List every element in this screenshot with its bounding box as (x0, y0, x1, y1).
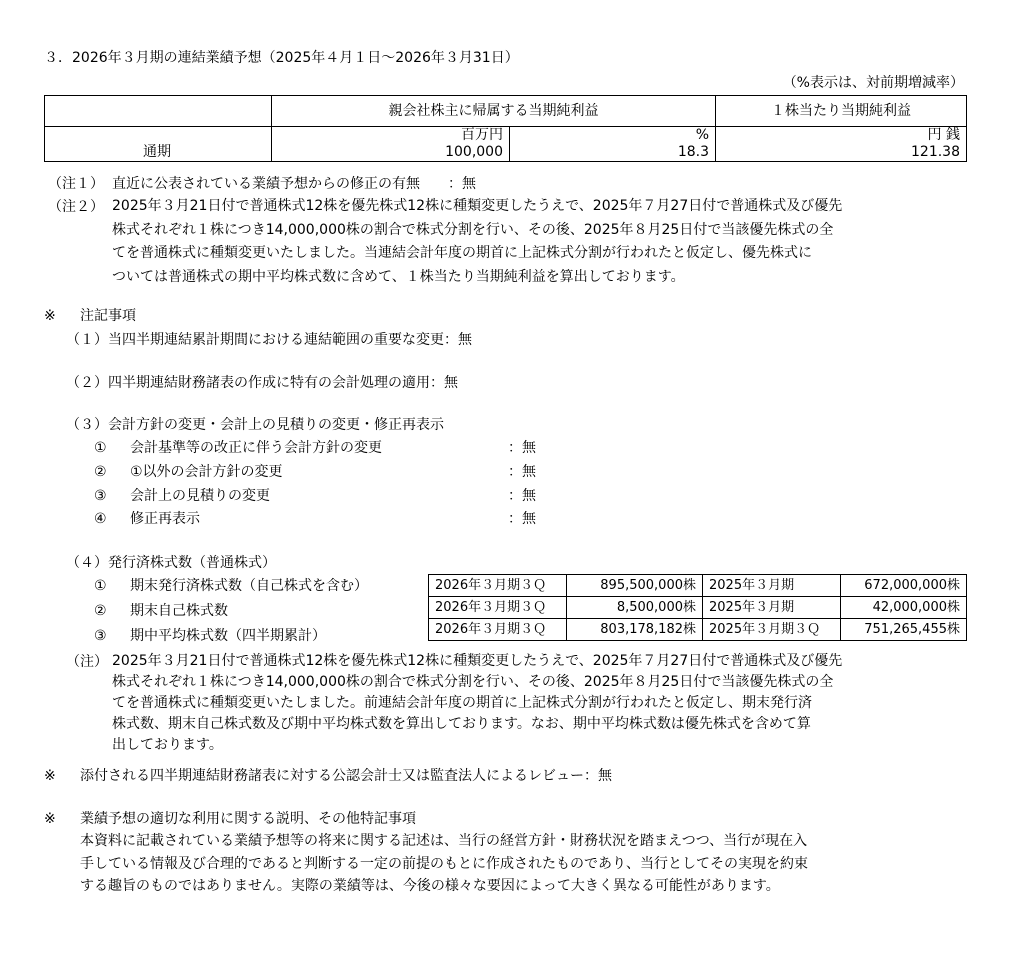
review-text: 添付される四半期連結財務諸表に対する公認会計士又は監査法人によるレビュー：無 (80, 768, 612, 784)
sub-num: ② (94, 603, 107, 619)
value-cell: 42,000,000株 (841, 597, 967, 619)
sub-num: ① (94, 578, 107, 594)
shares-note-line: 出しております。 (112, 737, 223, 753)
value-cell: 8,500,000株 (567, 597, 703, 619)
period-cell: 2026年３月期３Ｑ (429, 597, 567, 619)
note2-line: 2025年３月21日付で普通株式12株を優先株式12株に種類変更したうえで、2025年７月27日付で普通株式及び優先 (112, 198, 843, 214)
policy-change-label: 会計基準等の改正に伴う会計方針の変更 (130, 440, 382, 456)
table-row (429, 597, 967, 619)
net-income-change: 18.3 (510, 144, 716, 162)
forecast-table-corner (45, 96, 272, 127)
net-income-header: 親会社株主に帰属する当期純利益 (272, 96, 716, 127)
average-shares-label: 期中平均株式数（四半期累計） (130, 628, 326, 644)
period-cell: 2026年３月期３Ｑ (429, 575, 567, 597)
note2-label: （注２） (48, 199, 104, 215)
net-income-value: 100,000 (272, 144, 510, 162)
restatement-label: 修正再表示 (130, 511, 200, 527)
estimate-change-value: ：無 (508, 488, 536, 504)
disclaimer-line: 本資料に記載されている業績予想等の将来に関する記述は、当行の経営方針・財務状況を踏まえつつ、当行が現在入 (80, 833, 808, 849)
table-row (429, 619, 967, 641)
note1-text: 直近に公表されている業績予想からの修正の有無 ：無 (112, 176, 476, 192)
note2-line: てを普通株式に種類変更いたしました。当連結会計年度の期首に上記株式分割が行われたと仮定し、優先株式に (112, 245, 812, 261)
forecast-table (44, 95, 967, 162)
shares-note-line: 2025年３月21日付で普通株式12株を優先株式12株に種類変更したうえで、2025年７月27日付で普通株式及び優先 (112, 653, 843, 669)
sub-num: ① (94, 440, 107, 456)
period-cell: 2025年３月期 (703, 575, 841, 597)
unit-yen-sen: 円 銭 (716, 127, 967, 145)
annotation-item-3: （３）会計方針の変更・会計上の見積りの変更・修正再表示 (66, 417, 444, 433)
forecast-change-note: （%表示は、対前期増減率） (782, 75, 964, 91)
sub-num: ③ (94, 628, 107, 644)
restatement-value: ：無 (508, 511, 536, 527)
table-row (429, 575, 967, 597)
review-mark: ※ (44, 768, 56, 784)
shares-issued-label: 期末発行済株式数（自己株式を含む） (130, 578, 368, 594)
shares-note-line: 株式数、期末自己株式数及び期中平均株式数を算出しております。なお、期中平均株式数は優先株式を含めて算 (112, 716, 811, 732)
shares-note-line: てを普通株式に種類変更いたしました。前連結会計年度の期首に上記株式分割が行われたと仮定し、期末発行済 (112, 695, 812, 711)
unit-row-label (45, 127, 272, 145)
eps-value: 121.38 (716, 144, 967, 162)
shares-note-text (112, 651, 842, 756)
value-cell: 672,000,000株 (841, 575, 967, 597)
unit-million-yen: 百万円 (272, 127, 510, 145)
unit-percent: % (510, 127, 716, 145)
disclaimer-line: 手している情報及び合理的であると判断する一定の前提のもとに作成されたものであり、当行としてその実現を約束 (80, 855, 808, 872)
note2-text (112, 195, 842, 289)
value-cell: 751,265,455株 (841, 619, 967, 641)
sub-num: ② (94, 464, 107, 480)
note2-line: ついては普通株式の期中平均株式数に含めて、１株当たり当期純利益を算出しております。 (112, 268, 685, 285)
section-title: ３．2026年３月期の連結業績予想（2025年４月１日～2026年３月31日） (44, 50, 519, 66)
annotation-item-2: （２）四半期連結財務諸表の作成に特有の会計処理の適用：無 (66, 375, 458, 391)
disclaimer-line: する趣旨のものではありません。実際の業績等は、今後の様々な要因によって大きく異なる可能性があります。 (80, 878, 780, 894)
policy-change-value: ：無 (508, 440, 536, 456)
shares-note-label: （注） (66, 654, 108, 670)
full-year-label: 通期 (45, 144, 272, 162)
value-cell: 803,178,182株 (567, 619, 703, 641)
treasury-shares-label: 期末自己株式数 (130, 603, 228, 619)
shares-table (428, 574, 967, 641)
annotation-item-1: （１）当四半期連結累計期間における連結範囲の重要な変更：無 (66, 332, 472, 348)
value-cell: 895,500,000株 (567, 575, 703, 597)
disclaimer-heading: 業績予想の適切な利用に関する説明、その他特記事項 (80, 811, 416, 827)
disclaimer-mark: ※ (44, 811, 56, 827)
eps-header: １株当たり当期純利益 (716, 96, 967, 127)
annotations-heading: 注記事項 (80, 308, 136, 324)
period-cell: 2025年３月期３Ｑ (703, 619, 841, 641)
estimate-change-label: 会計上の見積りの変更 (130, 488, 270, 504)
sub-num: ④ (94, 511, 107, 527)
shares-note-line: 株式それぞれ１株につき14,000,000株の割合で株式分割を行い、その後、2025年８月25日付で当該優先株式の全 (112, 674, 834, 690)
disclaimer-text (80, 830, 808, 898)
annotation-item-4: （４）発行済株式数（普通株式） (66, 555, 276, 571)
period-cell: 2026年３月期３Ｑ (429, 619, 567, 641)
annotations-mark: ※ (44, 308, 56, 324)
period-cell: 2025年３月期 (703, 597, 841, 619)
note1-label: （注１） (48, 176, 104, 192)
sub-num: ③ (94, 488, 107, 504)
other-policy-change-label: ①以外の会計方針の変更 (130, 464, 283, 480)
note2-line: 株式それぞれ１株につき14,000,000株の割合で株式分割を行い、その後、2025年８月25日付で当該優先株式の全 (112, 221, 834, 238)
other-policy-change-value: ：無 (508, 464, 536, 480)
